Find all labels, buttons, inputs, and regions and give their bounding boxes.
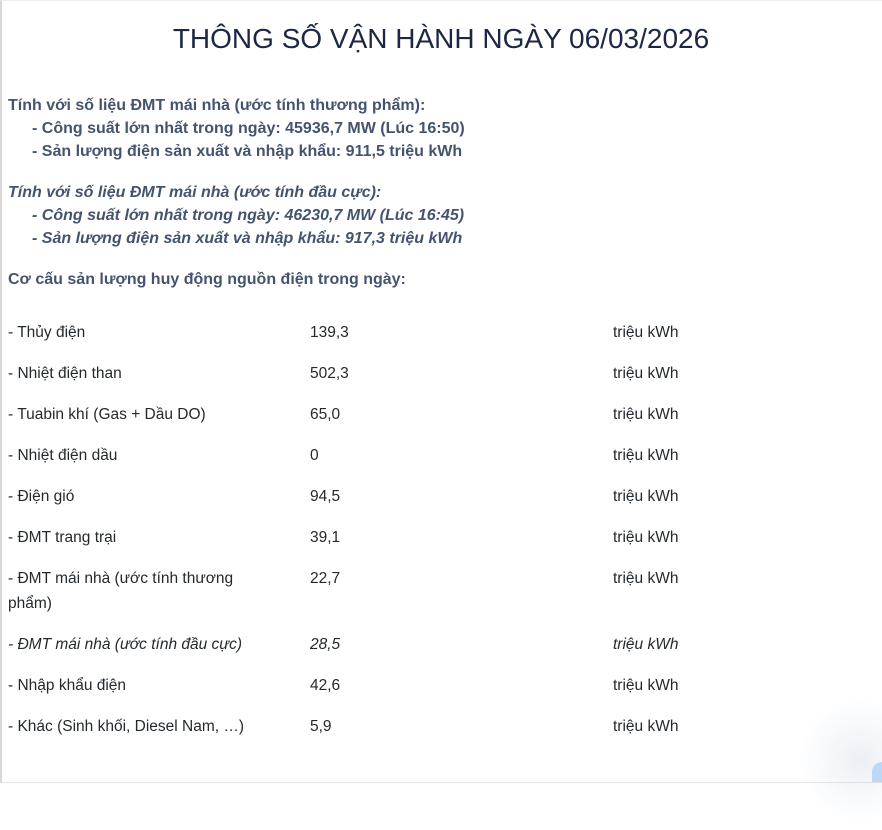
row-value: 39,1 (310, 529, 341, 546)
table-row (8, 558, 874, 624)
summary-block-heading: Tính với số liệu ĐMT mái nhà (ước tính thương phẩm): (8, 97, 426, 114)
table-row (8, 353, 874, 394)
row-label: - Nhiệt điện than (8, 365, 122, 382)
page-title: THÔNG SỐ VẬN HÀNH NGÀY 06/03/2026 (172, 23, 710, 54)
row-label: - ĐMT mái nhà (ước tính đầu cực) (8, 636, 243, 653)
summary-block-item: - Công suất lớn nhất trong ngày: 46230,7 MW (Lúc 16:45) (32, 207, 465, 224)
table-row (8, 665, 874, 706)
row-value: 5,9 (310, 718, 332, 735)
row-unit: triệu kWh (613, 324, 679, 341)
row-label: - ĐMT trang trại (8, 529, 117, 546)
table-row (8, 435, 874, 476)
row-value: 94,5 (310, 488, 341, 505)
row-label: - Nhập khẩu điện (8, 677, 127, 694)
row-label: - Điện gió (8, 488, 75, 505)
row-value: 502,3 (310, 365, 349, 382)
section-heading: Cơ cấu sản lượng huy động nguồn điện trong ngày: (8, 271, 406, 288)
row-unit: triệu kWh (613, 406, 679, 423)
generation-table (8, 312, 874, 747)
summary-block-item: - Công suất lớn nhất trong ngày: 45936,7 MW (Lúc 16:50) (32, 120, 465, 137)
row-unit: triệu kWh (613, 529, 679, 546)
table-row (8, 394, 874, 435)
table-row (8, 706, 874, 747)
summary-section (8, 94, 874, 250)
summary-block-heading: Tính với số liệu ĐMT mái nhà (ước tính đầu cực): (8, 184, 382, 201)
row-label: - Thủy điện (8, 324, 86, 341)
row-value: 42,6 (310, 677, 341, 694)
summary-block-item: - Sản lượng điện sản xuất và nhập khẩu: 911,5 triệu kWh (32, 143, 463, 160)
row-unit: triệu kWh (613, 718, 679, 735)
row-unit: triệu kWh (613, 447, 679, 464)
table-row (8, 312, 874, 353)
row-label: - Khác (Sinh khối, Diesel Nam, …) (8, 718, 245, 735)
table-row (8, 476, 874, 517)
summary-block-item: - Sản lượng điện sản xuất và nhập khẩu: 917,3 triệu kWh (32, 230, 463, 247)
row-value: 65,0 (310, 406, 341, 423)
row-value: 22,7 (310, 570, 341, 587)
row-unit: triệu kWh (613, 488, 679, 505)
row-unit: triệu kWh (613, 570, 679, 587)
operating-parameters-page (2, 1, 882, 747)
row-label: - Nhiệt điện dầu (8, 447, 118, 464)
row-value: 139,3 (310, 324, 349, 341)
row-label: - ĐMT mái nhà (ước tính thương phẩm) (8, 570, 234, 612)
row-unit: triệu kWh (613, 365, 679, 382)
floating-action-button[interactable] (872, 762, 882, 782)
summary-block (8, 181, 874, 250)
row-unit: triệu kWh (613, 677, 679, 694)
summary-block (8, 94, 874, 163)
row-value: 28,5 (310, 636, 341, 653)
table-row (8, 517, 874, 558)
row-value: 0 (310, 447, 319, 464)
row-unit: triệu kWh (613, 636, 679, 653)
table-row (8, 624, 874, 665)
row-label: - Tuabin khí (Gas + Dầu DO) (8, 406, 206, 423)
